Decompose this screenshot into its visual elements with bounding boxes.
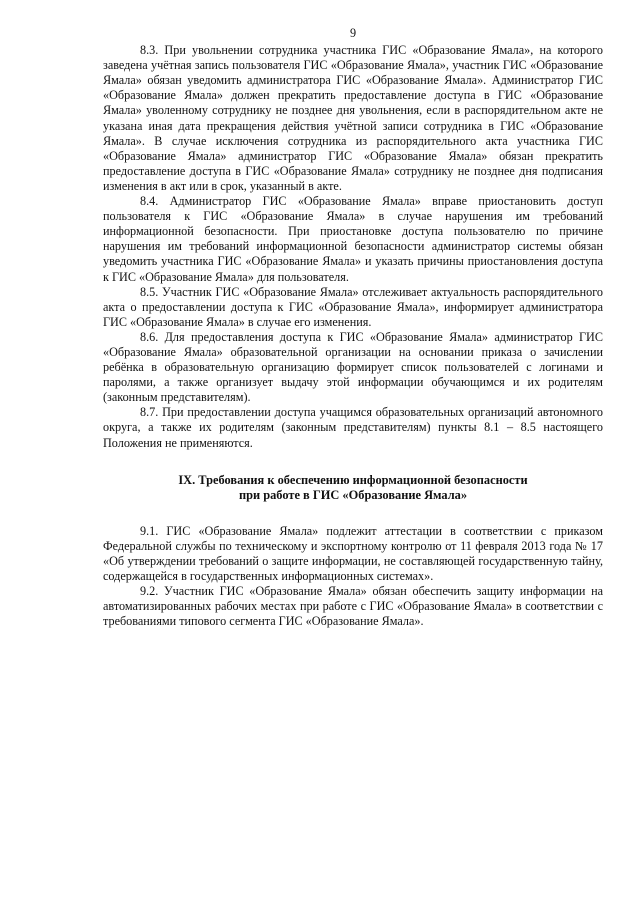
paragraph-9-1: 9.1. ГИС «Образование Ямала» подлежит аттестации в соответствии с приказом Федеральной службы по техническому и экспортному контролю от 11 февраля 2013 года № 17 «Об утверждении требований о защите информации, не составляющей государственную тайну, содержащейся в государственных информационных системах». (103, 523, 603, 583)
document-page (103, 26, 603, 629)
paragraph-8-3: 8.3. При увольнении сотрудника участника ГИС «Образование Ямала», на которого заведена учётная запись пользователя ГИС «Образование Ямала», участник ГИС «Образование Ямала» обязан уведомить администратора ГИС «Образование Ямала». Администратор ГИС «Образование Ямала» должен прекратить предоставление доступа в ГИС «Образование Ямала» уволенному сотруднику не позднее дня увольнения, если в распорядительном акте не указана иная дата прекращения действия учётной записи сотрудника в ГИС «Образование Ямала». В случае исключения сотрудника из распорядительного акта участника ГИС «Образование Ямала» администратор ГИС «Образование Ямала» обязан прекратить предоставление доступа в ГИС «Образование Ямала» сотруднику не позднее дня подписания изменения в акт или в срок, указанный в акте. (103, 43, 603, 193)
paragraph-8-4: 8.4. Администратор ГИС «Образование Ямала» вправе приостановить доступ пользователя к ГИС «Образование Ямала» в случае нарушения им требований информационной безопасности. При приостановке доступа пользователю по причине нарушения им требований информационной безопасности администратор системы обязан уведомить участника ГИС «Образование Ямала» и указать причины приостановления доступа к ГИС «Образование Ямала» для пользователя. (103, 194, 603, 284)
paragraph-8-5: 8.5. Участник ГИС «Образование Ямала» отслеживает актуальность распорядительного акта о предоставлении доступа к ГИС «Образование Ямала», информирует администратора ГИС «Образование Ямала» в случае его изменения. (103, 284, 603, 329)
section-heading-line-1: IX. Требования к обеспечению информационной безопасности (178, 472, 528, 487)
paragraph-9-2: 9.2. Участник ГИС «Образование Ямала» обязан обеспечить защиту информации на автоматизированных рабочих местах при работе с ГИС «Образование Ямала» в соответствии с требованиями типового сегмента ГИС «Образование Ямала». (103, 584, 603, 629)
paragraph-8-6: 8.6. Для предоставления доступа к ГИС «Образование Ямала» администратор ГИС «Образование Ямала» образовательной организации на основании приказа о зачислении ребёнка в образовательную организацию формирует список пользователей с логинами и паролями, а также организует выдачу этой информации обучающимся и их родителям (законным представителям). (103, 329, 603, 405)
page-number: 9 (349, 26, 357, 40)
section-heading-ix (103, 473, 603, 503)
paragraph-8-7: 8.7. При предоставлении доступа учащимся образовательных организаций автономного округа, а также их родителям (законным представителям) пункты 8.1 – 8.5 настоящего Положения не применяются. (103, 405, 603, 450)
section-heading-line-2: при работе в ГИС «Образование Ямала» (238, 487, 468, 502)
